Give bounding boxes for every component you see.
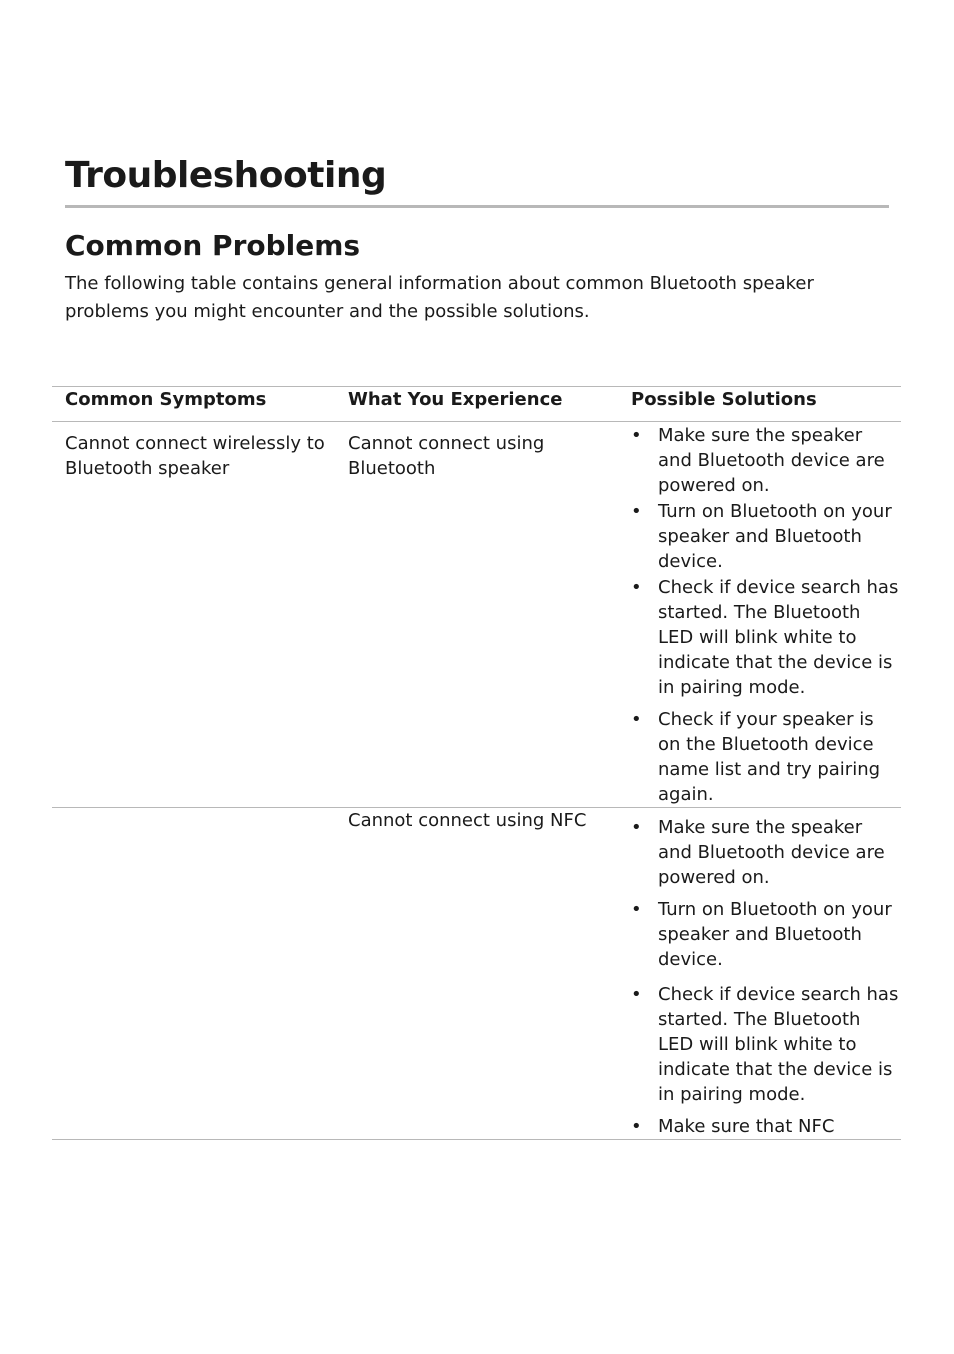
solution-item: • Make sure that NFC — [631, 1114, 901, 1139]
title-divider — [65, 205, 889, 208]
experience-cell: Cannot connect using NFC — [335, 808, 618, 1140]
solutions-list — [631, 815, 901, 1139]
solution-item: • Make sure the speaker and Bluetooth device are powered on. — [631, 815, 901, 890]
section-title: Common Problems — [65, 229, 361, 262]
header-what-you-experience: What You Experience — [335, 387, 618, 422]
table-row — [52, 422, 901, 808]
header-common-symptoms: Common Symptoms — [52, 387, 335, 422]
experience-cell: Cannot connect using Bluetooth — [335, 422, 618, 808]
symptom-cell: Cannot connect wirelessly to Bluetooth speaker — [52, 422, 335, 808]
symptom-cell — [52, 808, 335, 1140]
table-header-row — [52, 387, 901, 422]
header-possible-solutions: Possible Solutions — [618, 387, 901, 422]
solution-item: • Check if your speaker is on the Bluetooth device name list and try pairing again. — [631, 707, 901, 807]
solutions-cell — [618, 422, 901, 808]
solution-item: • Make sure the speaker and Bluetooth device are powered on. — [631, 423, 901, 498]
solutions-cell — [618, 808, 901, 1140]
solution-item: • Turn on Bluetooth on your speaker and Bluetooth device. — [631, 499, 901, 574]
table-row — [52, 808, 901, 1140]
solution-item: • Turn on Bluetooth on your speaker and Bluetooth device. — [631, 897, 901, 972]
solutions-list — [631, 423, 901, 807]
page-title: Troubleshooting — [65, 155, 387, 196]
solution-item: • Check if device search has started. The Bluetooth LED will blink white to indicate that the device is in pairing mode. — [631, 575, 901, 700]
intro-paragraph: The following table contains general information about common Bluetooth speaker problems you might encounter and the possible solutions. — [65, 273, 814, 322]
solution-item: • Check if device search has started. The Bluetooth LED will blink white to indicate that the device is in pairing mode. — [631, 982, 901, 1107]
troubleshooting-table — [52, 386, 901, 1140]
